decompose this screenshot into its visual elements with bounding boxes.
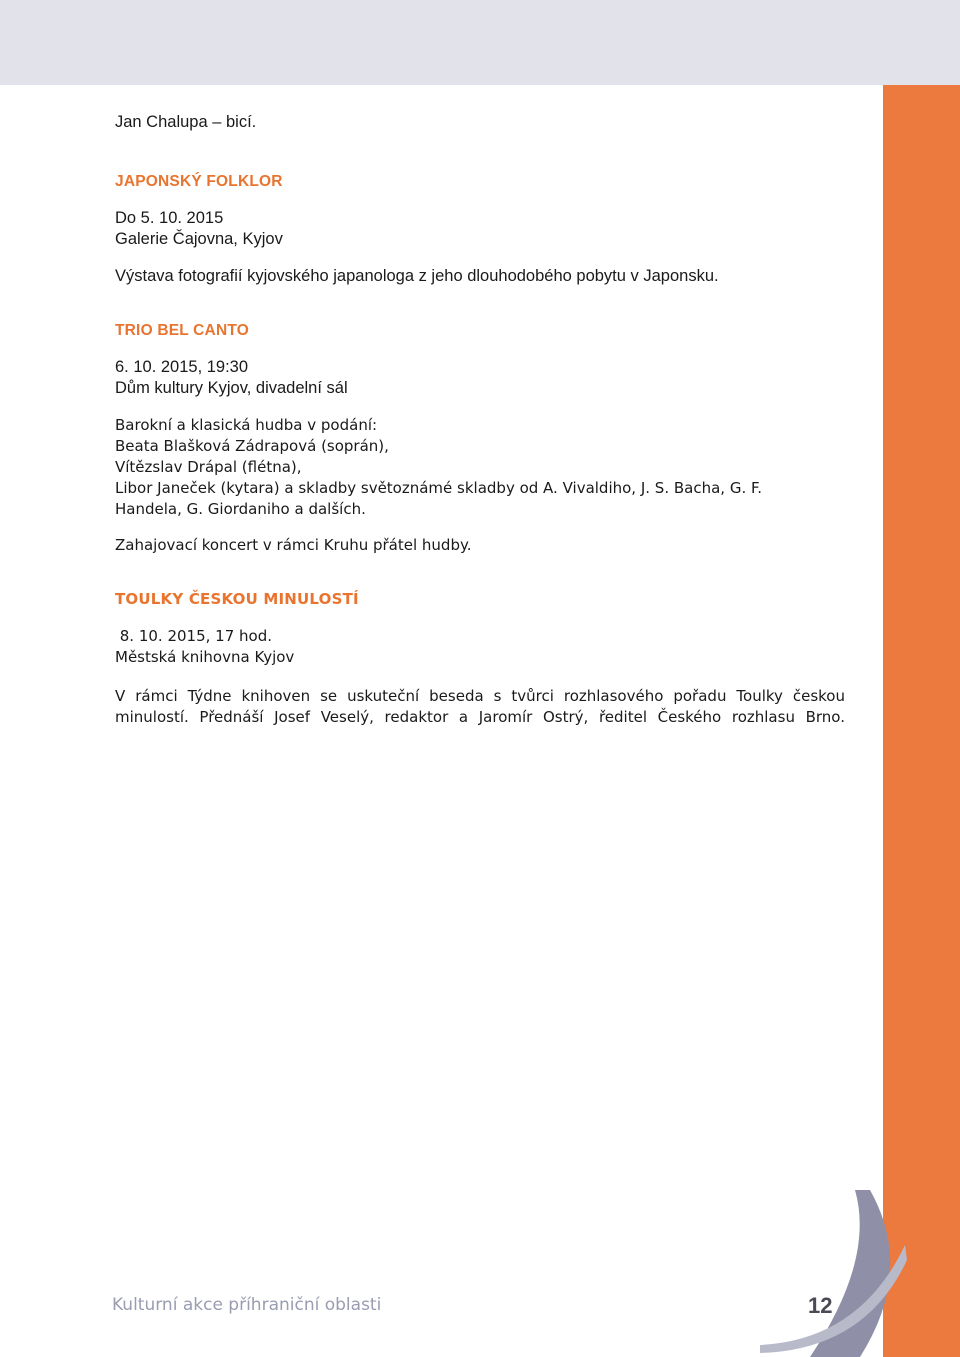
event-line: Beata Blašková Zádrapová (soprán), <box>115 437 389 455</box>
event-line: Barokní a klasická hudba v podání: <box>115 416 378 434</box>
header-band <box>0 0 960 85</box>
event-date: Do 5. 10. 2015 <box>115 209 224 227</box>
event-venue: Dům kultury Kyjov, divadelní sál <box>115 379 348 397</box>
event-description-line: V rámci Týdne knihoven se uskuteční beseda s tvůrci rozhlasového pořadu Toulky českou <box>115 687 845 705</box>
event-date: 6. 10. 2015, 19:30 <box>115 358 249 376</box>
page-number: 12 <box>808 1293 833 1318</box>
event-description-line: minulostí. Přednáší Josef Veselý, redaktor a Jaromír Ostrý, ředitel Českého rozhlasu Brno. <box>115 708 845 726</box>
event-title: TRIO BEL CANTO <box>115 322 249 339</box>
event-title: JAPONSKÝ FOLKLOR <box>115 173 283 190</box>
event-date: 8. 10. 2015, 17 hod. <box>115 627 273 645</box>
event-line: Handela, G. Giordaniho a dalších. <box>115 500 366 518</box>
event-venue: Galerie Čajovna, Kyjov <box>115 230 283 248</box>
event-description: Výstava fotografií kyjovského japanologa z jeho dlouhodobého pobytu v Japonsku. <box>115 267 719 285</box>
footer-title: Kulturní akce příhraniční oblasti <box>112 1295 382 1315</box>
event-venue: Městská knihovna Kyjov <box>115 648 295 666</box>
orange-side-bar <box>883 85 960 1357</box>
event-line: Vítězslav Drápal (flétna), <box>115 458 302 476</box>
page-number-arc <box>700 1190 960 1357</box>
page-content <box>115 112 845 728</box>
event-line: Libor Janeček (kytara) a skladby světoznámé skladby od A. Vivaldiho, J. S. Bacha, G. F. <box>115 479 762 497</box>
event-note: Zahajovací koncert v rámci Kruhu přátel hudby. <box>115 536 472 554</box>
performer-line: Jan Chalupa – bicí. <box>115 113 257 131</box>
event-title: TOULKY ČESKOU MINULOSTÍ <box>115 590 359 608</box>
